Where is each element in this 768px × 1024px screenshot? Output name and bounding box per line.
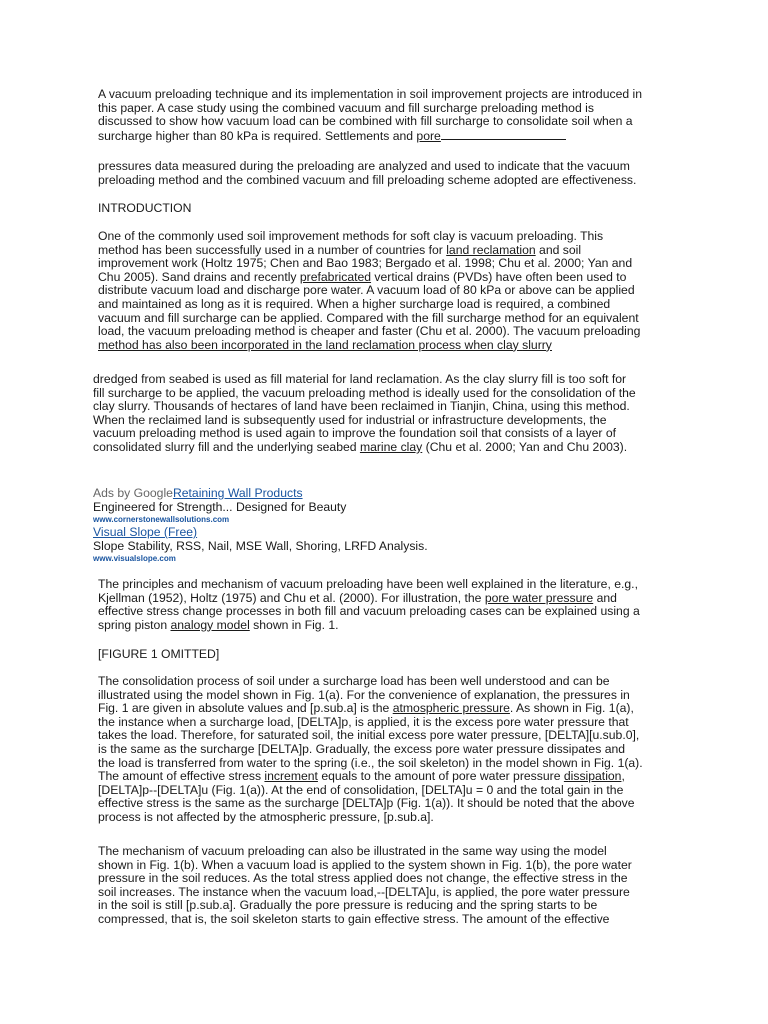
text-span: Kjellman (1952), Holtz (1975) and Chu et al. (2000). For illustration, the [98, 590, 485, 605]
link-dissipation[interactable]: dissipation [563, 769, 622, 784]
text-line: When the reclaimed land is subsequently used for industrial or infrastructure developments, the [93, 412, 607, 427]
section-heading-container [98, 202, 191, 216]
ads-label: Ads by Google [93, 486, 173, 500]
body-paragraph-3 [98, 578, 640, 632]
intro-paragraph-1 [98, 230, 640, 352]
text-span: consolidated slurry fill and the underlying seabed [93, 439, 360, 454]
text-span: (Chu et al. 2000; Yan and Chu 2003). [422, 439, 628, 454]
text-line: improvement work (Holtz 1975; Chen and Bao 1983; Bergado et al. 1998; Chu et al. 2000; Yan and [98, 256, 633, 271]
text-line: this paper. A case study using the combined vacuum and fill surcharge preloading method is [98, 100, 594, 115]
text-line: A vacuum preloading technique and its implementation in soil improvement projects are introduced in [98, 87, 642, 101]
intro-paragraph-2 [93, 373, 636, 455]
ad-line [93, 486, 428, 500]
text-span: Chu 2005). Sand drains and recently [98, 269, 300, 284]
text-line: in the soil is still [p.sub.a]. Gradually the pore pressure is reducing and the spring starts to be [98, 898, 598, 913]
text-line: pressures data measured during the preloading are analyzed and used to indicate that the vacuum [98, 159, 630, 173]
text-span: equals to the amount of pore water pressure [317, 769, 564, 784]
text-line: pressure in the soil reduces. As the total stress applied does not change, the effective stress in the [98, 871, 628, 886]
ad-url[interactable]: www.cornerstonewallsolutions.com [93, 515, 230, 524]
text-line [98, 619, 640, 633]
text-line: [DELTA]p--[DELTA]u (Fig. 1(a)). At the end of consolidation, [DELTA]u = 0 and the total gain in the [98, 782, 624, 797]
text-line: preloading method and the combined vacuum and fill preloading scheme adopted are effectiveness. [98, 172, 637, 187]
text-line: The mechanism of vacuum preloading can also be illustrated in the same way using the model [98, 844, 607, 858]
figure-placeholder-container [98, 648, 219, 662]
text-line [98, 129, 642, 143]
text-line: compressed, that is, the soil skeleton starts to gain effective stress. The amount of the effective [98, 911, 610, 926]
text-line [98, 271, 640, 285]
ads-block [93, 486, 428, 564]
text-line: clay slurry. Thousands of hectares of land have been reclaimed in Tianjin, China, using this method. [93, 399, 630, 414]
abstract-paragraph [98, 88, 642, 142]
abstract-continuation [98, 160, 636, 187]
text-span: and soil [535, 242, 582, 257]
text-line: One of the commonly used soil improvement methods for soft clay is vacuum preloading. This [98, 229, 604, 243]
text-line: distribute vacuum load and discharge pore water. A vacuum load of 80 kPa or above can be applied [98, 283, 635, 298]
text-line [98, 244, 640, 258]
section-heading: INTRODUCTION [98, 201, 192, 215]
ad-url[interactable]: www.visualslope.com [93, 554, 176, 563]
body-paragraph-4 [98, 675, 643, 825]
text-span: surcharge higher than 80 kPa is required. Settlements and [98, 128, 417, 143]
text-line: discussed to show how vacuum load can be combined with fill surcharge to consolidate soil when a [98, 114, 633, 129]
text-line: effective stress change processes in both fill and vacuum preloading cases can be explained using a [98, 604, 640, 619]
text-span: and [593, 590, 617, 605]
text-span: method has also been incorporated in the land reclamation process when clay [98, 337, 523, 352]
text-line: process is not affected by the atmospheric pressure, [p.sub.a]. [98, 809, 434, 824]
link-prefabricated[interactable]: prefabricated [299, 269, 372, 284]
figure-placeholder: [FIGURE 1 OMITTED] [98, 647, 220, 661]
text-line: and maintained as long as it is required. When a higher surcharge load is required, a combined [98, 296, 611, 311]
text-line: illustrated using the model shown in Fig. 1(a). For the convenience of explanation, the pressures in [98, 687, 630, 702]
link-pore[interactable]: pore [416, 128, 441, 143]
link-slurry[interactable]: slurry [522, 337, 552, 352]
text-span: Fig. 1 are given in absolute values and [p.sub.a] is the [98, 701, 393, 716]
link-increment[interactable]: increment [264, 769, 318, 784]
ad-link-visual-slope[interactable]: Visual Slope (Free) [93, 525, 198, 539]
text-line: The consolidation process of soil under a surcharge load has been well understood and can be [98, 674, 610, 688]
text-line [98, 702, 643, 716]
link-marine-clay[interactable]: marine clay [359, 439, 423, 454]
text-line [98, 339, 640, 353]
text-span: , [621, 769, 625, 784]
text-span: vertical drains (PVDs) have often been used to [371, 269, 627, 284]
ad-description: Slope Stability, RSS, Nail, MSE Wall, Shoring, LRFD Analysis. [93, 539, 428, 553]
text-line: is the same as the surcharge [DELTA]p. Gradually, the excess pore water pressure dissipates and [98, 741, 626, 756]
text-line: effective stress is the same as the surcharge [DELTA]p (Fig. 1(a)). It should be noted that the above [98, 796, 635, 811]
text-line: vacuum and fill surcharge can be applied. Compared with the fill surcharge method for an equivalent [98, 310, 639, 325]
text-line: load, the vacuum preloading method is cheaper and faster (Chu et al. 2000). The vacuum preloading [98, 324, 641, 339]
ad-line [93, 525, 428, 539]
text-line: shown in Fig. 1(b). When a vacuum load is applied to the system shown in Fig. 1(b), the pore water [98, 857, 632, 872]
text-span: method has been successfully used in a number of countries for [98, 242, 447, 257]
text-span: spring piston [98, 617, 171, 632]
ad-link-retaining-wall[interactable]: Retaining Wall Products [172, 486, 303, 500]
ad-description: Engineered for Strength... Designed for Beauty [93, 500, 347, 514]
text-line: the instance when a surcharge load, [DELTA]p, is applied, it is the excess pore water pressure that [98, 714, 629, 729]
link-analogy-model[interactable]: analogy model [170, 617, 250, 632]
text-span: The amount of effective stress [98, 769, 265, 784]
link-atmospheric-pressure[interactable]: atmospheric pressure [392, 701, 510, 716]
link-pore-water-pressure[interactable]: pore water pressure [484, 590, 594, 605]
link-land-reclamation[interactable]: land reclamation [446, 242, 536, 257]
text-line [98, 592, 640, 606]
text-line: soil increases. The instance when the vacuum load,--[DELTA]u, is applied, the pore water pressure [98, 884, 630, 899]
text-line: the load is transferred from water to the spring (i.e., the soil skeleton) in the model shown in Fig. 1(a). [98, 755, 643, 770]
text-line [93, 441, 636, 455]
underline-rule [441, 129, 566, 140]
text-line: fill surcharge to be applied, the vacuum preloading method is ideally used for the consolidation of the [93, 385, 636, 400]
text-span: shown in Fig. 1. [249, 617, 339, 632]
text-line: dredged from seabed is used as fill material for land reclamation. As the clay slurry fill is too soft for [93, 372, 627, 386]
text-line [98, 770, 643, 784]
text-line: takes the load. Therefore, for saturated soil, the initial excess pore water pressure, [DELTA][u.sub.0], [98, 728, 640, 743]
text-line: The principles and mechanism of vacuum preloading have been well explained in the literature, e.g., [98, 577, 638, 591]
body-paragraph-5 [98, 845, 632, 927]
text-span: . As shown in Fig. 1(a), [509, 701, 634, 716]
text-line: vacuum preloading method is used again to improve the foundation soil that consists of a layer of [93, 426, 617, 441]
